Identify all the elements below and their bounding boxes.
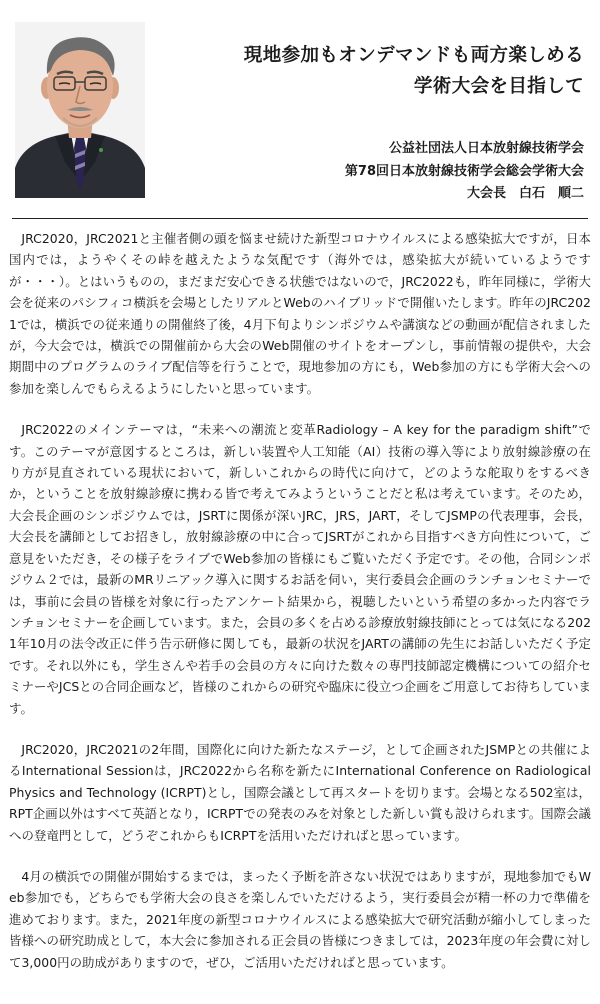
author-info xyxy=(345,138,584,206)
paragraph-1: JRC2020，JRC2021と主催者側の頭を悩ませ続けた新型コロナウイルスによる感染拡大ですが，日本国内では，ようやくその峠を越えたような気配です（海外では，感染拡大が続いているようですが・・・）。とはいうものの，まだまだ安心できる状態ではないので，JRC2022も，昨年同様に，学術大会を従来のパシフィコ横浜を会場としたリアルとWebのハイブリッドで開催いたします。昨年のJRC2021では，横浜での従来通りの開催終了後，4月下旬よりシンポジウムや講演などの動画が配信されましたが，今大会では，横浜での開催前から大会のWeb開催のサイトをオープンし，事前情報の提供や，大会期間中のプログラムのライブ配信等を行うことで，現地参加の方にも，Web参加の方にも学術大会への参加を楽しんでもらえるようにしたいと思っています。 xyxy=(9,231,591,396)
header xyxy=(0,0,600,220)
title-line-2: 学術大会を目指して xyxy=(413,76,584,97)
title-line-1: 現地参加もオンデマンドも両方楽しめる xyxy=(243,45,584,66)
article-body xyxy=(9,228,591,993)
portrait-photo xyxy=(15,22,145,198)
paragraph-4: 4月の横浜での開催が開始するまでは，まったく予断を許さない状況ではありますが，現地参加でもWeb参加でも，どちらでも学術大会の良さを楽しんでいただけるよう，実行委員会が精一杯の力で準備を進めております。また，2021年度の新型コロナウイルスによる感染拡大で研究活動が縮小してしまった皆様への研究助成として，本大会に参加される正会員の皆様につきましては，2023年度の年会費に対して3,000円の助成がありますので，ぜひ，ご活用いただければと思っています。 xyxy=(9,868,591,970)
header-divider xyxy=(12,218,588,219)
paragraph-3: JRC2020，JRC2021の2年間，国際化に向けた新たなステージ，として企画されたJSMPとの共催によるInternational Sessionは，JRC2022から名称を新たにInternational Conference on Radiological Physics and Technology (ICRPT)とし，国際会議として再スタートを切ります。会場となる502室は，RPT企画以外はすべて英語となり，ICRPTでの発表のみを対象とした新しい賞も設けられます。国際会議への登竜門として，どうぞこれからもICRPTを活用いただければと思っています。 xyxy=(9,741,591,843)
author-name: 大会長 白石 順二 xyxy=(466,186,584,201)
author-congress: 第78回日本放射線技術学会総会学術大会 xyxy=(344,163,584,179)
author-organization: 公益社団法人日本放射線技術学会 xyxy=(388,141,584,156)
article-title xyxy=(244,40,584,102)
paragraph-2: JRC2022のメインテーマは，“未来への潮流と変革Radiology – A key for the paradigm shift”です。このテーマが意図するところは，新しい装置や人工知能（AI）技術の導入等により放射線診療の在り方が見直されている現状において，新しいこれからの時代に向けて，どのような舵取りをするべきか，ということを放射線診療に携わる皆で考えてみようということだと私は考えています。そのため，大会長企画のシンポジウムでは，JSRTに関係が深いJRC，JRS，JART，そしてJSMPの代表理事，会長，大会長を講師としてお招きし，放射線診療の中に合ってJSRTがこれから目指すべき方向性について，ご意見をいただき，その様子をライブでWeb参加の皆様にもご覧いただく予定です。その他，合同シンポジウム２では，最新のMRリニアック導入に関するお話を伺い，実行委員会企画のランチョンセミナーでは，事前に会員の皆様を対象に行ったアンケート結果から，視聴したいという希望の多かった内容でランチョンセミナーを企画しています。また，会員の多くを占める診療放射線技師にとっては気になる2021年10月の法令改正に伴う告示研修に関しても，最新の状況をJARTの講師の先生にお話しいただく予定です。それ以外にも，学生さんや若手の会員の方々に向けた数々の専門技師認定機構についての紹介セミナーやJCSとの合同企画など，皆様のこれからの研究や臨床に役立つ企画をご用意してお待ちしています。 xyxy=(9,422,592,716)
author-portrait xyxy=(15,22,145,198)
